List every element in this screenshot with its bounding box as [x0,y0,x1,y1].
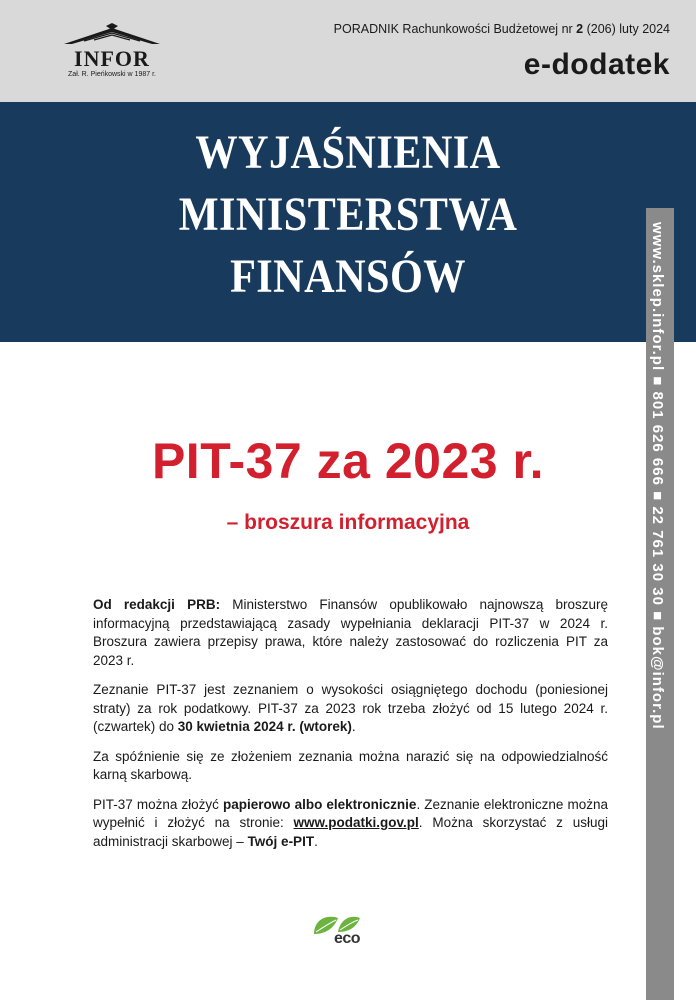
paragraph-4-text-3: . Można skorzystać z usługi administracji skarbowej – [93,815,608,849]
paragraph-4 [93,796,608,852]
paragraph-2-text: Zeznanie PIT-37 jest zeznaniem o wysokości osiągniętego dochodu (poniesionej straty) za rok podatkowy. PIT-37 za 2023 rok trzeba złożyć od 15 lutego 2024 r. (czwartek) do [93,682,608,734]
journal-info [334,22,670,36]
logo-brand: INFOR [74,46,150,71]
title-line-3: FINANSÓW [230,250,466,303]
contact-info[interactable]: www.sklep.infor.pl ■ 801 626 666 ■ 22 761 30 30 ■ bok@infor.pl [649,222,666,730]
article-body [93,596,608,862]
paragraph-4-text-1: PIT-37 można złożyć [93,796,223,812]
issue-prefix: nr [561,22,573,36]
main-heading: PIT-37 za 2023 r. [151,433,545,489]
editorial-lead: Od redakcji PRB: [93,597,221,612]
paragraph-2-end: . [351,719,356,734]
podatki-link[interactable]: www.podatki.gov.pl [293,815,419,830]
eco-badge [308,912,378,972]
journal-name: PORADNIK Rachunkowości Budżetowej [333,22,559,36]
title-line-2: MINISTERSTWA [178,188,518,241]
infor-bird-icon [60,22,164,48]
paragraph-2 [93,681,608,737]
twoj-epit: Twój e-PIT [247,833,315,849]
filing-methods: papierowo albo elektronicznie [223,796,417,812]
issue-details: (206) luty 2024 [586,22,670,36]
deadline: 30 kwietnia 2024 r. (wtorek) [177,719,352,734]
infor-logo[interactable] [52,22,172,82]
issue-number: 2 [576,22,584,36]
paragraph-4-end: . [314,833,318,849]
edition-label: e-dodatek [523,48,670,81]
subheading: – broszura informacyjna [226,511,470,534]
contact-sidebar [646,208,674,1000]
title-line-1: WYJAŚNIENIA [195,126,501,179]
paragraph-1-text: Ministerstwo Finansów opublikowało najnowszą broszurę informacyjną przedstawiającą zasady wypełniania deklaracji PIT-37 w 2024 r. Broszura zawiera przepisy prawa, które należy zastosować do rozliczenia PIT za 2023 r. [93,597,609,668]
header-bar [0,0,696,102]
paragraph-3: Za spóźnienie się ze złożeniem zeznania można narazić się na odpowiedzialność karną skarbową. [93,748,608,782]
page-title [0,122,696,308]
paragraph-4-text-2: . Zeznanie elektroniczne można wypełnić i złożyć na stronie: [93,796,608,830]
paragraph-1 [93,596,608,670]
eco-text: eco [334,930,361,947]
logo-founded: Zał. R. Pieńkowski w 1987 r. [68,71,156,78]
